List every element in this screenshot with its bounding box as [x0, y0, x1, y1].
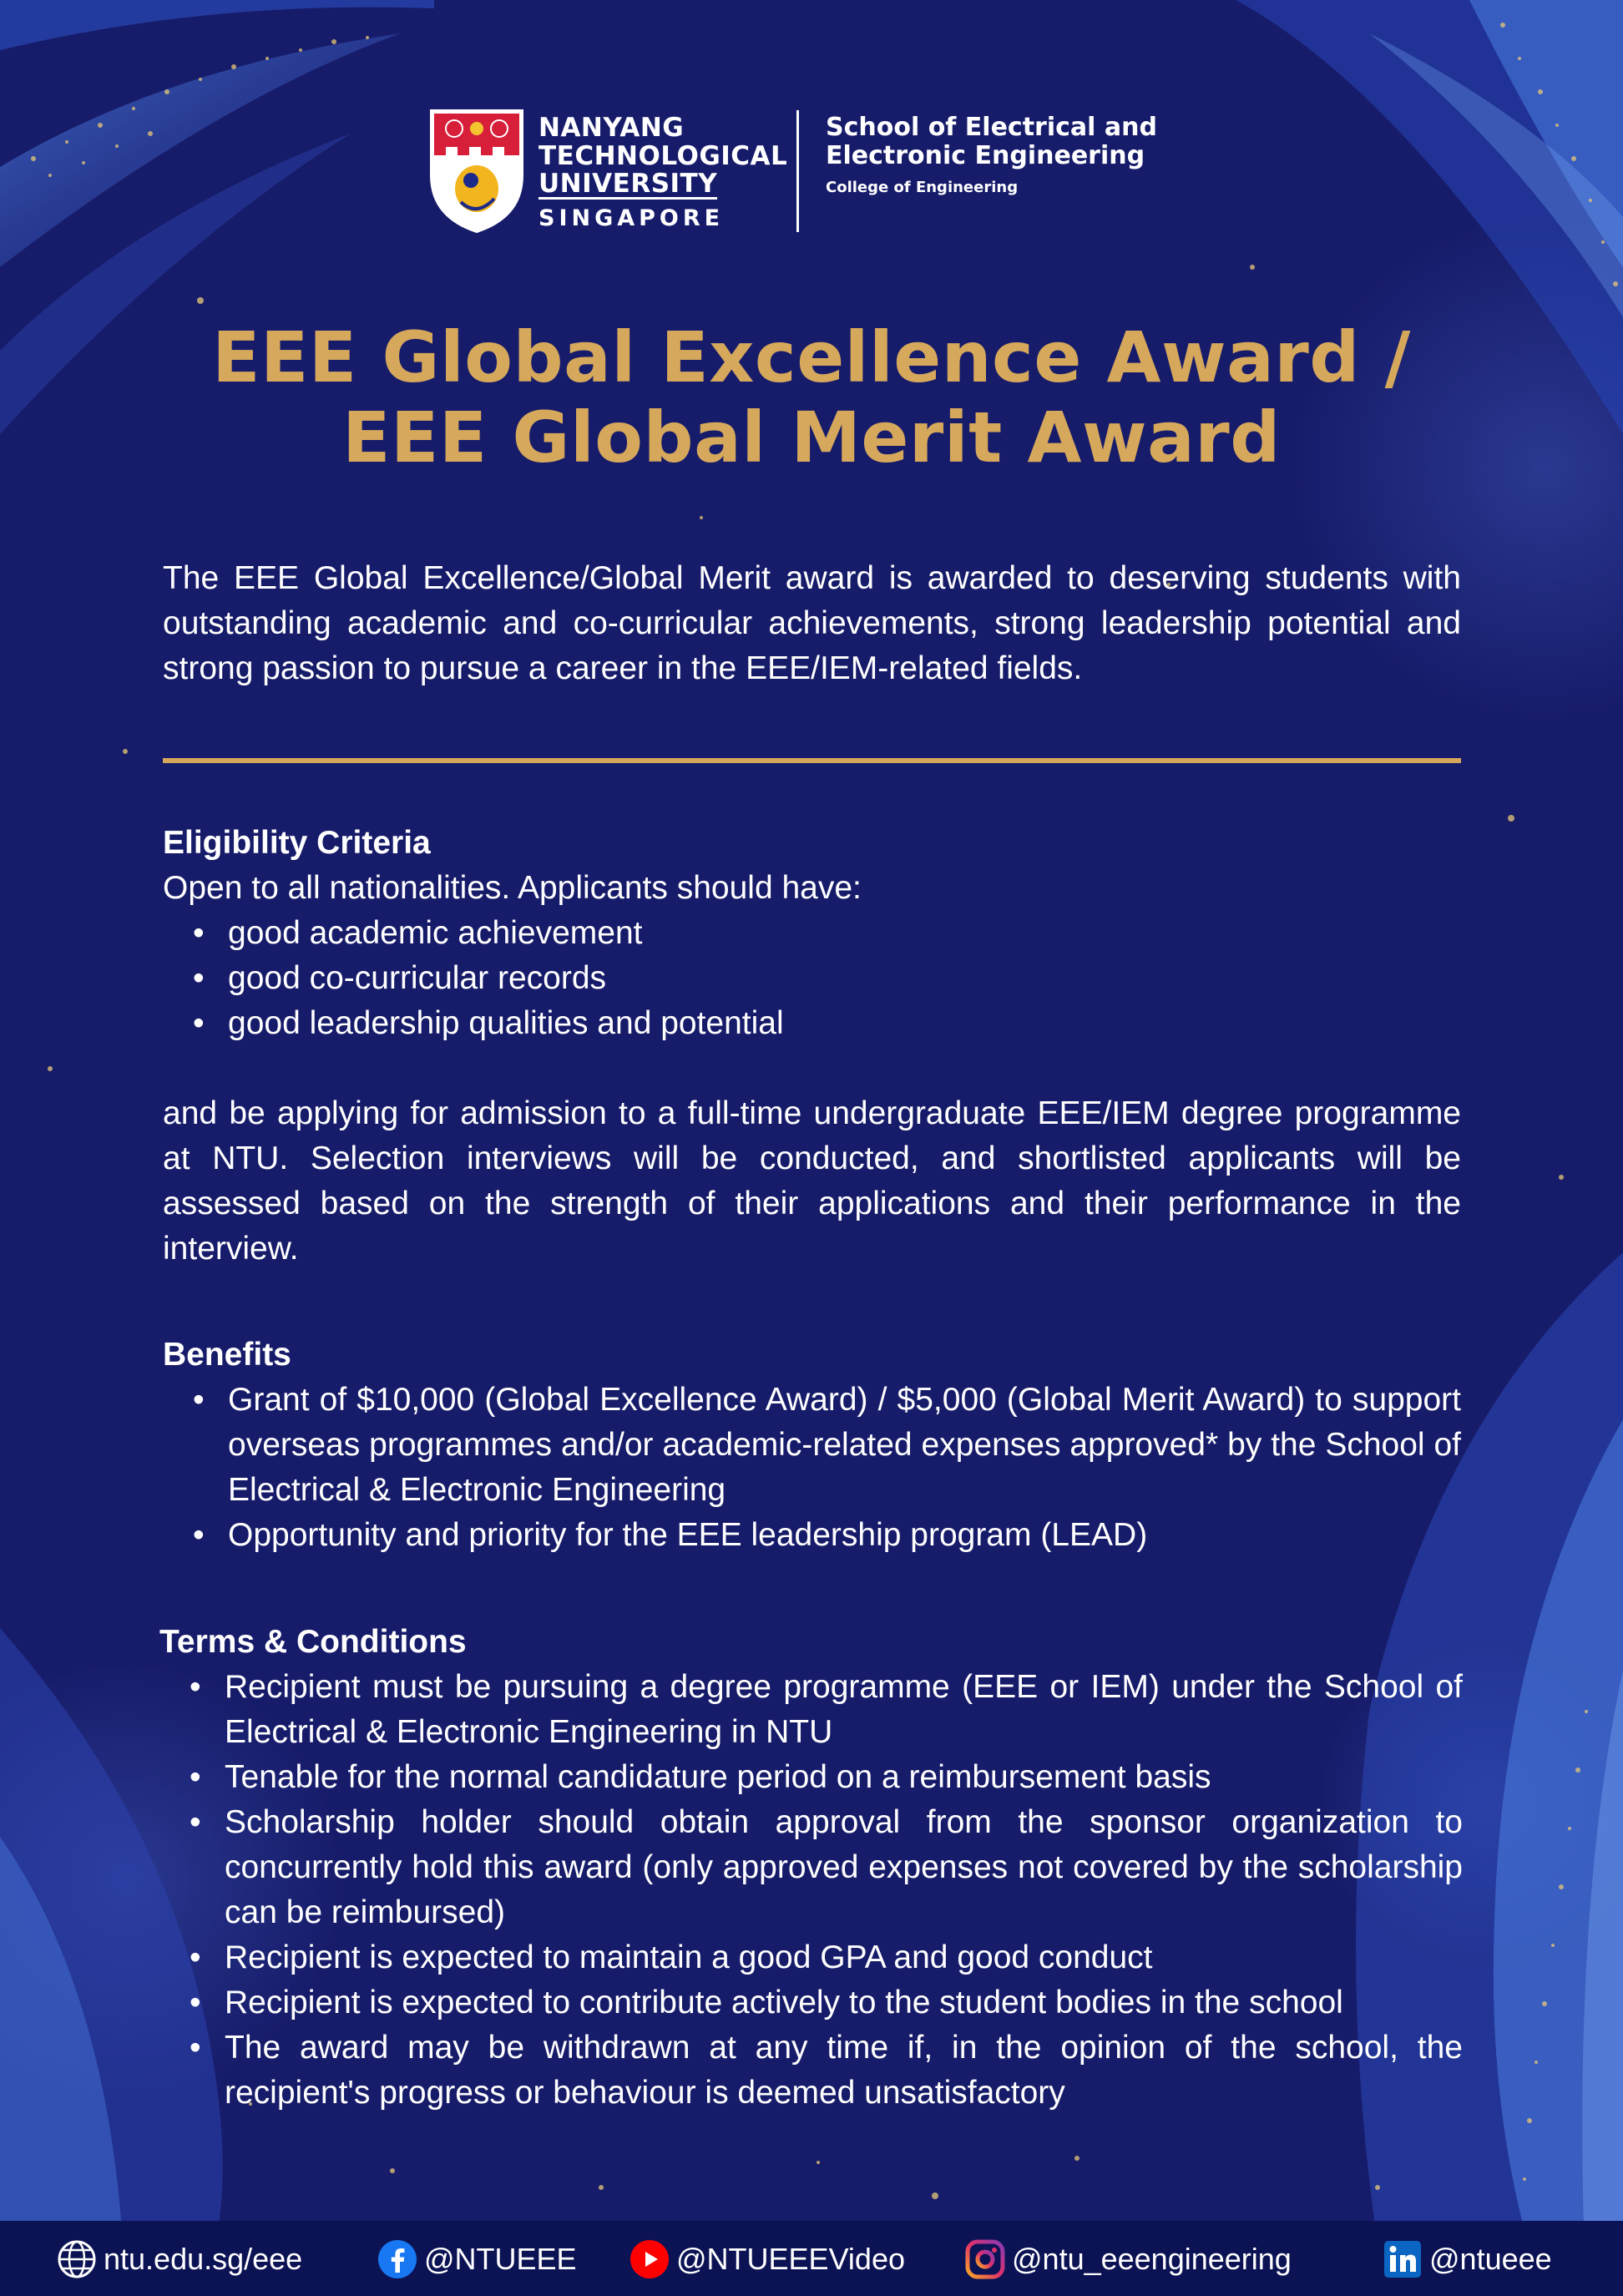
terms-section [159, 1620, 1463, 2116]
benefits-heading: Benefits [163, 1337, 291, 1373]
list-item: • Tenable for the normal candidature period on a reimbursement basis [159, 1755, 1463, 1800]
list-item: • good co-curricular records [163, 956, 1461, 1001]
linkedin-link[interactable] [1383, 2239, 1552, 2279]
instagram-link[interactable] [965, 2239, 1292, 2279]
ntu-name-line-1: NANYANG [538, 113, 685, 143]
youtube-icon [629, 2239, 670, 2279]
eligibility-heading: Eligibility Criteria [163, 825, 431, 861]
eligibility-section [163, 821, 1461, 1272]
eligibility-lead: Open to all nationalities. Applicants should have: [163, 870, 862, 906]
youtube-link[interactable] [629, 2239, 905, 2279]
header [0, 109, 1623, 242]
school-name-line-2: Electronic Engineering [826, 141, 1145, 170]
facebook-label: @NTUEEE [424, 2242, 577, 2276]
school-name-line-1: School of Electrical and [826, 113, 1157, 142]
intro-section [163, 556, 1461, 691]
linkedin-icon [1383, 2239, 1423, 2279]
benefits-list [163, 1378, 1461, 1558]
ntu-crest-logo [429, 109, 524, 234]
website-label: ntu.edu.sg/eee [104, 2242, 303, 2276]
eligibility-closing: and be applying for admission to a full-time undergraduate EEE/IEM degree programme at NTU. Selection interviews will be conducted, and shortlisted applicants will be assessed based on the strength of their applications and their performance in the interview. [163, 1095, 1461, 1267]
school-wordmark [826, 114, 1157, 200]
ntu-wordmark [538, 114, 787, 233]
facebook-icon [377, 2239, 417, 2279]
gold-divider [163, 758, 1461, 763]
ntu-name-line-4: SINGAPORE [538, 205, 725, 231]
intro-paragraph: The EEE Global Excellence/Global Merit award is awarded to deserving students with outstanding academic and co-curricular achievements, strong leadership potential and strong passion to pursue a career in the EEE/IEM-related fields. [163, 560, 1461, 686]
header-divider [796, 110, 799, 232]
terms-list [159, 1665, 1463, 2116]
list-item: • good leadership qualities and potential [163, 1001, 1461, 1046]
title-line-1: EEE Global Excellence Award / [212, 316, 1411, 398]
footer [0, 2221, 1623, 2296]
youtube-label: @NTUEEEVideo [676, 2242, 905, 2276]
eligibility-list [163, 911, 1461, 1046]
list-item: • Recipient is expected to contribute actively to the student bodies in the school [159, 1980, 1463, 2025]
globe-icon [57, 2239, 97, 2279]
page-title [0, 317, 1623, 478]
benefits-section [163, 1333, 1461, 1558]
list-item: • Opportunity and priority for the EEE leadership program (LEAD) [163, 1513, 1461, 1558]
college-name: College of Engineering [826, 179, 1019, 196]
instagram-label: @ntu_eeengineering [1012, 2242, 1292, 2276]
list-item: • Recipient is expected to maintain a good GPA and good conduct [159, 1935, 1463, 1980]
list-item: • good academic achievement [163, 911, 1461, 956]
facebook-link[interactable] [377, 2239, 577, 2279]
list-item: • Scholarship holder should obtain approval from the sponsor organization to concurrently hold this award (only approved expenses not covered by the scholarship can be reimbursed) [159, 1800, 1463, 1935]
list-item: • Grant of $10,000 (Global Excellence Award) / $5,000 (Global Merit Award) to support overseas programmes and/or academic-related expenses approved* by the School of Electrical & Electronic Engineering [163, 1378, 1461, 1513]
website-link[interactable] [57, 2239, 302, 2279]
list-item: • Recipient must be pursuing a degree programme (EEE or IEM) under the School of Electrical & Electronic Engineering in NTU [159, 1665, 1463, 1755]
linkedin-label: @ntueee [1429, 2242, 1552, 2276]
title-line-2: EEE Global Merit Award [342, 397, 1281, 478]
ntu-name-line-2: TECHNOLOGICAL [538, 141, 788, 171]
terms-heading: Terms & Conditions [159, 1624, 467, 1660]
instagram-icon [965, 2239, 1005, 2279]
ntu-name-line-3: UNIVERSITY [538, 169, 718, 199]
list-item: • The award may be withdrawn at any time if, in the opinion of the school, the recipient's progress or behaviour is deemed unsatisfactory [159, 2025, 1463, 2116]
